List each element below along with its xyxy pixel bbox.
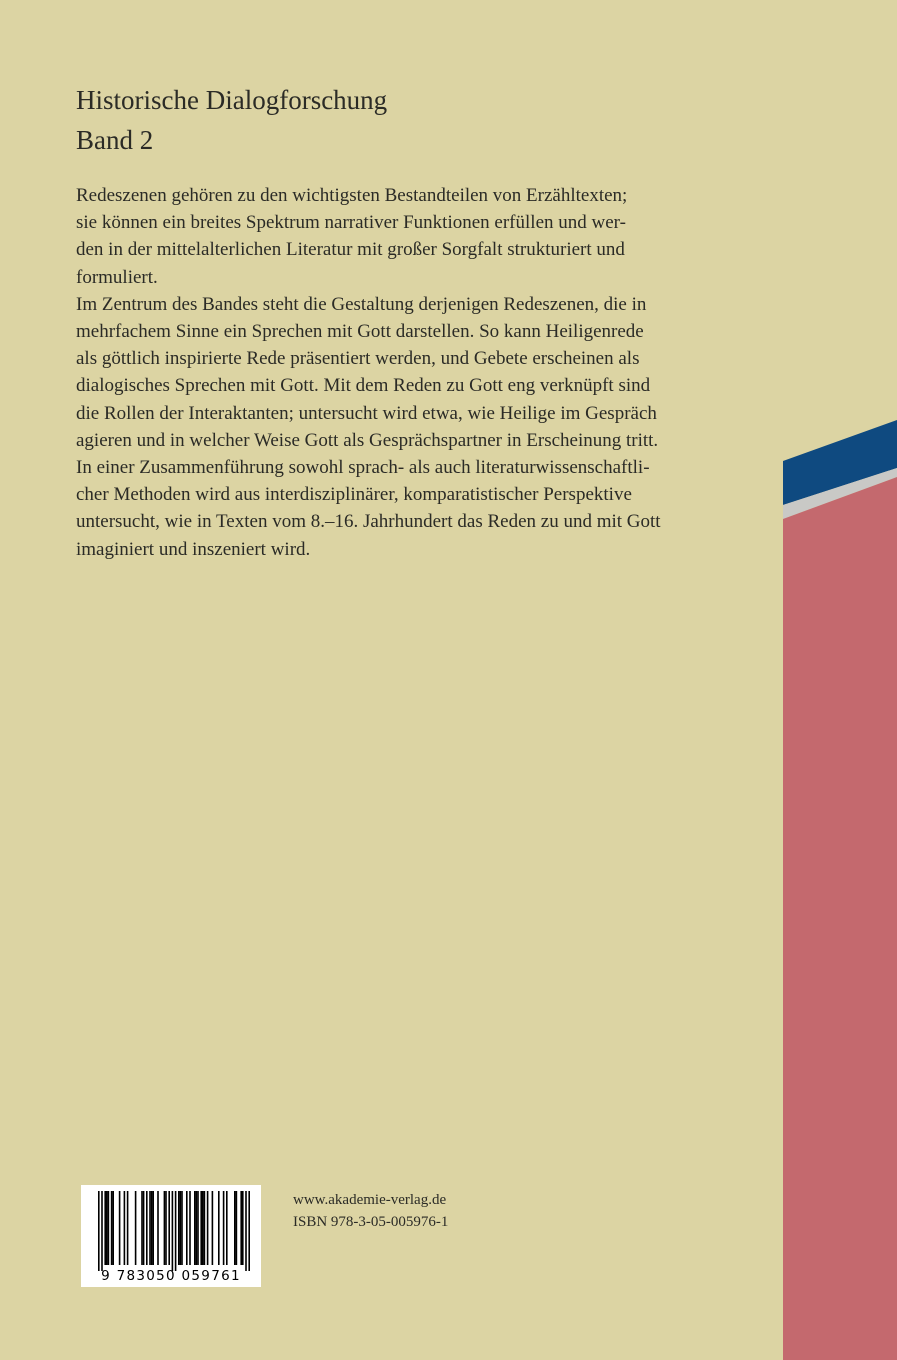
barcode-bar [196,1191,198,1265]
blurb-line: Im Zentrum des Bandes steht die Gestaltung derjenigen Redeszenen, die in [76,293,647,315]
barcode-bar [141,1191,143,1265]
blurb-line: imaginiert und inszeniert wird. [76,538,311,560]
barcode-bar [223,1191,225,1265]
blurb-line: agieren und in welcher Weise Gott als Gesprächspartner in Erscheinung tritt. [76,429,659,451]
barcode-bar [112,1191,114,1265]
series-title: Historische Dialogforschung [76,85,388,115]
barcode-bar [104,1191,106,1265]
barcode-bar [149,1191,151,1265]
barcode-bar [218,1191,220,1265]
barcode-bar [98,1191,100,1271]
barcode-bar [178,1191,180,1265]
isbn-barcode [81,1185,261,1287]
barcode-bar [212,1191,214,1265]
barcode-bar [234,1191,236,1265]
blurb-line: die Rollen der Interaktanten; untersucht wird etwa, wie Heilige im Gespräch [76,402,657,424]
barcode-digits: 9 783050 059761 [101,1268,241,1284]
barcode-bar [202,1191,204,1265]
barcode-bar [101,1191,103,1271]
barcode-bar [180,1191,182,1265]
barcode-bar [157,1191,159,1265]
publisher-website: www.akademie-verlag.de [293,1192,447,1208]
barcode-bar [172,1191,174,1271]
barcode-bar [197,1191,199,1265]
barcode-bar [152,1191,154,1265]
barcode-bar [200,1191,202,1265]
barcode-bar [181,1191,183,1265]
blurb-text [76,182,756,563]
blurb-line: formuliert. [76,266,158,288]
barcode-bar [111,1191,113,1265]
red-panel [783,477,897,1360]
barcode-bar [108,1191,110,1265]
barcode-bar [248,1191,250,1271]
barcode-bar [175,1191,177,1271]
barcode-bar [242,1191,244,1265]
publisher-info [293,1189,448,1233]
barcode-bar [194,1191,196,1265]
barcode-bar [146,1191,148,1265]
barcode-bar [119,1191,121,1265]
barcode-bar [151,1191,153,1265]
blurb-line: dialogisches Sprechen mit Gott. Mit dem Reden zu Gott eng verknüpft sind [76,375,651,397]
blurb-line: als göttlich inspirierte Rede präsentiert werden, und Gebete erscheinen als [76,348,640,370]
blurb-line: In einer Zusammenführung sowohl sprach- als auch literaturwissenschaftli- [76,457,650,479]
barcode-bar [164,1191,166,1265]
blurb-line: sie können ein breites Spektrum narrativer Funktionen erfüllen und wer- [76,212,626,234]
barcode-bar [186,1191,188,1265]
blurb-line: den in der mittelalterlichen Literatur mit großer Sorgfalt strukturiert und [76,239,625,261]
barcode-bar [135,1191,137,1265]
barcode-bar [245,1191,247,1271]
barcode-bar [240,1191,242,1265]
isbn-number: ISBN 978-3-05-005976-1 [293,1214,449,1230]
barcode-bar [207,1191,209,1265]
barcode-bar [168,1191,170,1265]
blurb-line: cher Methoden wird aus interdisziplinärer, komparatistischer Perspektive [76,484,632,506]
blurb-line: untersucht, wie in Texten vom 8.–16. Jahrhundert das Reden zu und mit Gott [76,511,661,533]
barcode-bar [236,1191,238,1265]
volume-label: Band 2 [76,125,154,155]
barcode-bar [143,1191,145,1265]
barcode-bar [165,1191,167,1265]
blurb-line: mehrfachem Sinne ein Sprechen mit Gott darstellen. So kann Heiligenrede [76,321,644,343]
barcode-bar [106,1191,108,1265]
barcode-bar [189,1191,191,1265]
barcode-bar [204,1191,206,1265]
barcode-bar [124,1191,126,1265]
barcode-bar [226,1191,228,1265]
barcode-bar [127,1191,129,1265]
blurb-line: Redeszenen gehören zu den wichtigsten Bestandteilen von Erzähltexten; [76,185,628,206]
